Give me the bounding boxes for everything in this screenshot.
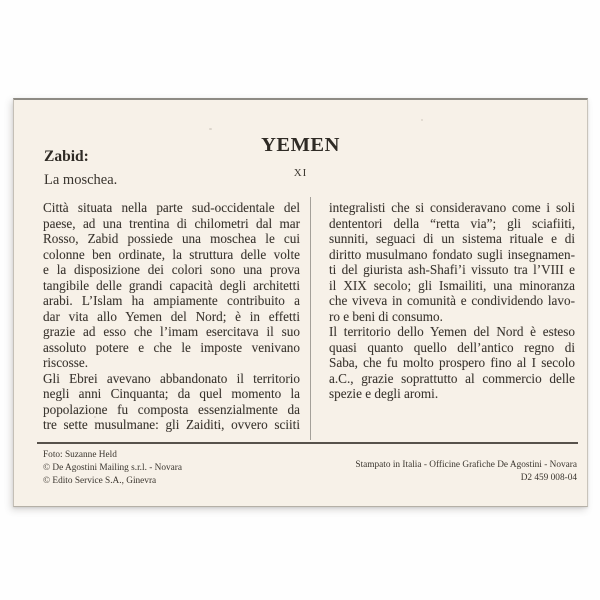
- text-line: negli anni Cinquanta; da quel momento la: [43, 386, 300, 401]
- paper-speck: [94, 416, 96, 418]
- text-line: integralisti che si consideravano come i soli: [329, 200, 575, 215]
- print-info-line: D2 459 008-04: [520, 473, 577, 483]
- text-line: colonne ben ordinate, la struttura delle volte: [43, 246, 300, 262]
- location-heading: Zabid:: [44, 148, 89, 165]
- text-line: quasi quanto quello dell’antico regno di: [329, 339, 575, 355]
- text-line: assoluto potere e che le imposte venivano: [43, 339, 300, 355]
- text-line: Città situata nella parte sud-occidentale del: [43, 200, 300, 215]
- credit-line: © De Agostini Mailing s.r.l. - Novara: [43, 463, 183, 473]
- text-line: arabi. L’Islam ha ampiamente contribuito a: [43, 293, 300, 308]
- credits-block: [43, 449, 182, 488]
- credit-line: Foto: Suzanne Held: [43, 450, 117, 460]
- text-line: ro e beni di consumo.: [329, 308, 443, 324]
- text-line: a.C., grazie soprattutto al commercio delle: [329, 370, 575, 386]
- card-title: YEMEN: [261, 134, 340, 156]
- text-line: che viveva in comunità e condividendo lavo-: [329, 293, 575, 308]
- text-line: tre sette musulmane: gli Zaiditi, ovvero sciiti: [43, 417, 300, 432]
- text-line: spezie e degli aromi.: [329, 386, 439, 401]
- paper-speck: [421, 119, 423, 121]
- text-line: diritto musulmano fondato sugli insegnamen-: [329, 246, 575, 262]
- text-line: popolazione fu composta essenzialmente da: [43, 401, 300, 417]
- footer-rule: [37, 442, 578, 444]
- text-line: sunniti, seguaci di un sistema rituale e di: [329, 231, 575, 246]
- text-line: Saba, che fu molto prospero fino al I secolo: [329, 355, 575, 370]
- text-line: Rosso, Zabid possiede una moschea le cui: [43, 231, 300, 246]
- print-info-line: Stampato in Italia - Officine Grafiche De Agostini - Novara: [355, 460, 577, 470]
- credit-line: © Edito Service S.A., Ginevra: [43, 476, 157, 486]
- text-line: tangibile delle grandi capacità degli architetti: [43, 277, 300, 293]
- column-divider-rule: [310, 197, 311, 440]
- print-info-block: [355, 459, 577, 485]
- text-line: grazie ad esso che l’imam esercitava il suo: [43, 324, 300, 339]
- text-line: Il territorio dello Yemen del Nord è esteso: [329, 324, 575, 339]
- subject-heading: La moschea.: [44, 172, 118, 188]
- text-line: e la disposizione dei colori sono una prova: [43, 262, 300, 277]
- text-line: dententori della “retta via”; gli sciafiiti,: [329, 215, 575, 231]
- left-text-column: [43, 200, 300, 433]
- text-line: paese, ad una trentina di chilometri dal mar: [43, 215, 300, 231]
- card-numeral: XI: [293, 167, 308, 179]
- text-line: il XIX secolo; gli Ismailiti, una minoranza: [329, 277, 575, 293]
- right-text-column: [329, 200, 575, 402]
- text-line: Gli Ebrei avevano abbandonato il territorio: [43, 370, 300, 386]
- paper-speck: [209, 128, 212, 130]
- postcard-back: [13, 98, 588, 507]
- text-line: ti del giurista ash-Shafi’i vissuto tra l’VIII e: [329, 262, 575, 277]
- text-line: dar vita allo Yemen del Nord; è in effetti: [43, 308, 300, 324]
- paper-speck: [555, 330, 558, 333]
- text-line: riscosse.: [43, 355, 89, 370]
